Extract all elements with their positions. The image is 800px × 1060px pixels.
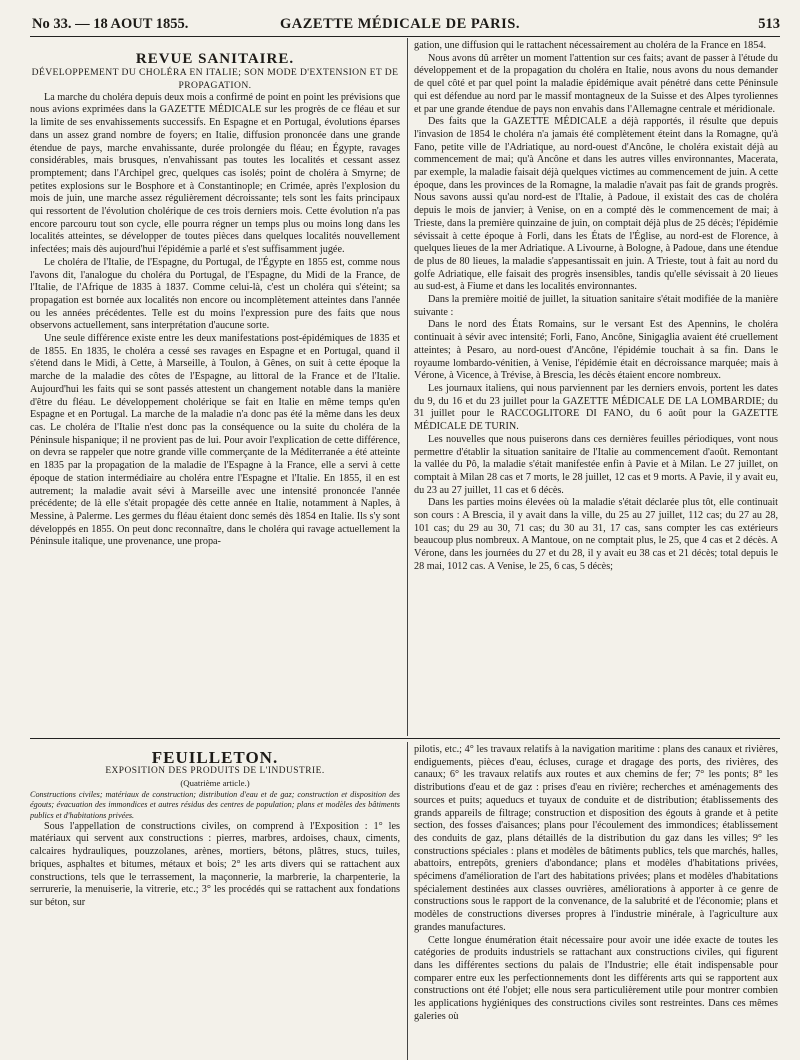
revue-paragraph: Nous avons dû arrêter un moment l'attention sur ces faits; avant de passer à l'étude du développement et de la propagation du choléra en Italie, nous avons du nous demander de quel côté et par quel point la maladie épidémique avait pénétré dans cette Péninsule qui est défendue au nord par le massif montagneux de la Suisse et des Alpes tyroliennes et par une grande étendue de pays non envahis dans l'Allemagne centrale et méridionale.: [414, 52, 778, 115]
revue-paragraph: gation, une diffusion qui le rattachent nécessairement au choléra de la France en 1854.: [414, 40, 766, 51]
feuilleton-right-column: [414, 744, 778, 1058]
revue-paragraph: Des faits que la GAZETTE MÉDICALE a déjà rapportés, il résulte que depuis l'invasion de 1854 le choléra n'a jamais été complètement éteint dans la Romagne, qu'à Fano, petite ville de l'Adriatique, au nord-ouest d'Ancône, le choléra existait déjà au commencement de mai; qu'à Ancône et dans les autres villes environnantes, Macerata, par exemple, la maladie faisait déjà quelques victimes au commencement de juin. A cette époque, dans les provinces de la Romagne, la maladie n'avait pas fait de grands progrès. Nous savons aussi qu'au nord-est de l'Italie, à Padoue, il existait des cas de choléra depuis le mois de janvier; à Venise, on en a compté dès le commencement de mai; à Trieste, dans la première quinzaine de juin, on comptait déjà plus de 25 décès; l'épidémie sévissait à cette époque à Forli, dans les États de l'Église, au nord-est de Florence, à quelques lieues de la mer Adriatique. A Livourne, à Bologne, à Padoue, dans une étendue de plus de 80 lieues, la maladie s'appesantissait en juin. A Trieste, tout à fait au nord du golfe Adriatique, elle faisait des progrès insensibles, tandis qu'elle sévissait à 20 lieues au sud-est, à Fiume et dans les localités environnantes.: [414, 116, 778, 293]
feuilleton-summary: Constructions civiles; matériaux de construction; distribution d'eau et de gaz; construction et disposition des égouts; évacuation des immondices et autres résidus des centres de population; plans et modèles des bâtiments publics et d'habitations privées.: [30, 790, 400, 820]
revue-paragraph: Dans les parties moins élevées où la maladie s'était déclarée plus tôt, elle continuait son cours : A Brescia, il y avait dans la ville, du 25 au 27 juillet, 112 cas; du 27 au 28, 101 cas; du 29 au 30, 71 cas; du 30 au 31, 17 cas, sans compter les cas extérieurs beaucoup plus nombreux. A Mantoue, on ne comptait plus, le 25, que 4 cas et 2 décès. A Vérone, dans les journées du 27 et du 28, il y avait eu 38 cas et 21 décès; total depuis le 28 mai, 1012 cas. A Venise, le 25, 6 cas, 5 décès;: [414, 497, 778, 572]
revue-paragraph: Les journaux italiens, qui nous parviennent par les derniers envois, portent les dates du 9, du 16 et du 23 juillet pour la GAZETTE MÉDICALE DE LA LOMBARDIE; du 31 juillet pour le RACCOGLITORE DI FANO, du 6 août pour la GAZETTE MÉDICALE DE TURIN.: [414, 382, 778, 433]
feuilleton-paragraph: Sous l'appellation de constructions civiles, on comprend à l'Exposition : 1° les matériaux qui servent aux constructions : pierres, marbres, ardoises, chaux, ciments, calcaires hydrauliques, pouzzolanes, arènes, mortiers, bétons, plâtres, stucs, tuiles, briques, asphaltes et bitumes, métaux et bois; 2° les arts divers qui se rattachent aux constructions, tels que le terrassement, la maçonnerie, la marbrerie, la charpenterie, la serrurerie, la menuiserie, la vitrerie, etc.; 3° les procédés qui se rattachent aux fondations sur béton, sur: [30, 820, 400, 908]
feuilleton-paragraph: pilotis, etc.; 4° les travaux relatifs à la navigation maritime : plans des canaux et rivières, endiguements, pièces d'eau, écluses, curage et dragage des ports, des rivières, des canaux; 6° les travaux relatifs aux routes et aux chemins de fer; 7° les ponts; 8° les distributions d'eau et de gaz : prises d'eau en rivière; recherches et aménagements des sources et puits; aqueducs et tuyaux de conduite et de distribution; établissements des grands appareils de filtrage; construction et disposition des égouts à grande et à petite section, des fosses d'aisances; plans pour l'écoulement des immondices; établissement des conduits de gaz, plans détaillés de la distribution du gaz dans les villes; 9° les constructions spéciales : plans et modèles de bâtiments publics, tels que marchés, halles, abattoirs, entrepôts, greniers d'abondance; plans et modèles d'habitations privées, spécimens d'amélioration de l'art des habitations privées; plans et modèles d'habitations spécialement destinées aux classes ouvrières, améliorations à apporter à ce genre de constructions sous le rapport de la convenance, de la salubrité et de l'économie; plans et modèles de constructions diverses propres à l'industrie minérale, à l'agriculture aux grandes manufactures.: [414, 744, 778, 933]
header-rule: [30, 36, 780, 37]
revue-left-column: [30, 53, 400, 735]
revue-title: REVUE SANITAIRE.: [135, 53, 295, 67]
column-divider: [407, 38, 408, 736]
revue-right-column: [414, 40, 778, 734]
revue-paragraph: Dans le nord des États Romains, sur le versant Est des Apennins, le choléra continuait à sévir avec intensité; Forli, Fano, Ancône, Sinigaglia avaient été cruellement atteintes; à Pesaro, au nord-ouest d'Ancône, l'épidémie touchait à sa fin. Dans le royaume lombardo-vénitien, à Venise, l'épidémie était en décroissance marquée; mais à Vérone, à Vicence, à Trévise, à Brescia, les décès étaient encore nombreux.: [414, 319, 778, 382]
revue-paragraph: Les nouvelles que nous puiserons dans ces dernières feuilles périodiques, vont nous permettre d'établir la situation sanitaire de l'Italie au commencement d'août. Remontant la vallée du Pô, la maladie s'était manifestée enfin à Pavie et à Milan. Le 27 juillet, on comptait à Milan 28 cas et 7 morts, le 28 juillet, 12 cas et 9 morts. A Pavie, il y avait eu, du 23 au 27 juillet, 11 cas et 6 décès.: [414, 433, 778, 496]
journal-title: GAZETTE MÉDICALE DE PARIS.: [280, 16, 520, 32]
feuilleton-title: FEUILLETON.: [151, 752, 279, 767]
feuilleton-left-column: [30, 752, 400, 1058]
revue-paragraph: La marche du choléra depuis deux mois a confirmé de point en point les prévisions que nous avions exprimées dans la GAZETTE MÉDICALE sur les progrès de ce fléau et sur la limite de ses envahissements successifs. En Espagne et en Portugal, évolutions éparses dans un assez grand nombre de foyers; en Italie, diffusion prononcée dans une grande étendue de pays, marche envahissante, durée prolongée du fléau; en Égypte, ravages considérables, mais brusques, n'envahissant pas toutes les localités et cessant assez promptement; dans l'Archipel grec, quelques cas isolés; point de choléra à Smyrne; de petites explosions sur le Bosphore et à Constantinople; en Crimée, après l'explosion du mois de juin, une marche assez régulièrement décroissante; tels sont les faits principaux qui ressortent de l'évolution cholérique de ces trois derniers mois. Cette évolution n'a pas encore parcouru tout son cycle, elle pourra régner un temps plus ou moins long dans les localités atteintes, se développer de toutes pièces dans quelques localités nouvellement infectées; mais dès aujourd'hui l'épidémie a parlé et s'est suffisamment jugée.: [30, 91, 400, 256]
feuilleton-article-number: (Quatrième article.): [180, 778, 250, 789]
feuilleton-rule: [30, 738, 780, 739]
feuilleton-subtitle: EXPOSITION DES PRODUITS DE L'INDUSTRIE.: [105, 765, 325, 776]
issue-number: No 33. — 18 AOUT 1855.: [32, 16, 189, 32]
revue-paragraph: Le choléra de l'Italie, de l'Espagne, du Portugal, de l'Égypte en 1855 est, comme nous l'avons dit, l'analogue du choléra du Portugal, de l'Espagne, du Midi de la France, de l'Italie, de l'Afrique de 1835 à 1837. Comme celui-là, c'est un choléra qui s'éteint; sa propagation est bornée aux localités non encore ou incomplètement atteintes dans l'année ou les années précédentes. Telle est du moins l'expression pure des faits que nous observons actuellement, sans interprétation d'aucune sorte.: [30, 256, 400, 332]
page-number: 513: [758, 16, 780, 32]
column-divider: [407, 742, 408, 1060]
revue-paragraph: Une seule différence existe entre les deux manifestations post-épidémiques de 1835 et de 1855. En 1835, le choléra a cessé ses ravages en Espagne et en Portugal, quand il s'étend dans le Midi, à Cette, à Marseille, à Toulon, à Gênes, on suit à cette époque la marche de la maladie des côtes de l'Espagne, au littoral de la France et de l'Italie. Aujourd'hui les faits qui se sont passés attestent un changement notable dans la manière d'être du fléau. Le développement cholérique se fait en Italie en même temps qu'en Espagne et en Portugal. La marche de la maladie n'a donc pas été la même dans les deux cas. Le choléra de l'Italie n'est donc pas la conséquence ou la suite du choléra de la Péninsule hispanique; il ne provient pas de lui. Pour avoir l'explication de cette différence, on devra se rappeler que notre grande ville commerçante de la Méditerranée a été atteinte en 1835 par la propagation de la maladie de l'Espagne à la France, elle a servi à cette époque de station intermédiaire au choléra entre l'Espagne et l'Italie. En 1855, il en est autrement; la maladie avait sévi à Marseille avec une intensité prononcée l'année précédente; de là elle s'était propagée dès cette année en Italie, notamment à Naples, à Messine, à Palerme. Les germes du fléau étaient donc semés dès 1854 en Italie. Ils s'y sont développés en 1855. On peut donc reconnaître, dans le choléra qui ravage actuellement la Péninsule italique, une provenance, une propa-: [30, 333, 400, 548]
feuilleton-paragraph: Cette longue énumération était nécessaire pour avoir une idée exacte de toutes les catégories de produits industriels se rattachant aux constructions civiles, qui figurent dans les différentes sections du palais de l'Industrie; elle était indispensable pour comparer entre eux les perfectionnements dont les différents arts qui se rapportent aux constructions ont été l'objet; elle nous sera particulièrement utile pour montrer combien les applications hygiéniques des constructions civiles sont restreintes. Dans ces mêmes galeries où: [414, 934, 778, 1022]
revue-subtitle: DÉVELOPPEMENT DU CHOLÉRA EN ITALIE; SON MODE D'EXTENSION ET DE PROPAGATION.: [31, 66, 399, 91]
revue-paragraph: Dans la première moitié de juillet, la situation sanitaire s'était modifiée de la manière suivante :: [414, 294, 778, 318]
